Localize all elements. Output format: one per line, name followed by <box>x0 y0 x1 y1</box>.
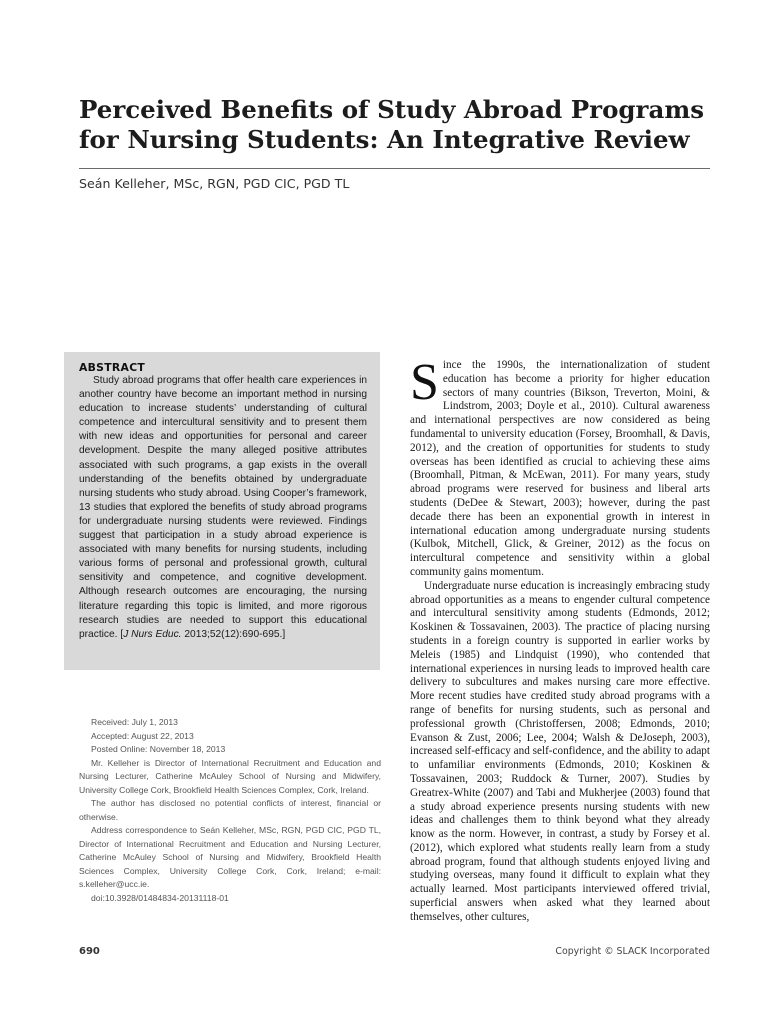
drop-cap: S <box>410 354 439 411</box>
copyright-notice: Copyright © SLACK Incorporated <box>555 946 710 957</box>
received-date: Received: July 1, 2013 <box>91 717 178 727</box>
author-line: Seán Kelleher, MSc, RGN, PGD CIC, PGD TL <box>79 176 350 191</box>
correspondence-address: Address correspondence to Seán Kelleher, MSc, RGN, PGD CIC, PGD TL, Director of International Recruitment and Education and Nursing Lecturer, Catherine McAuley School of Nursing and Midwifery, Brookfield Health Sciences Complex, University College Cork, Cork, Ireland; e-mail: s.kelleher@ucc.ie. <box>79 825 381 889</box>
page-number: 690 <box>79 946 100 957</box>
abstract-text <box>79 374 367 642</box>
citation-details: 2013;52(12):690-695.] <box>181 628 286 640</box>
doi: doi:10.3928/01484834-20131118-01 <box>91 892 229 903</box>
abstract-heading: ABSTRACT <box>79 361 146 374</box>
article-metadata <box>79 716 381 905</box>
citation-open: [ <box>120 628 124 640</box>
title-divider <box>79 168 710 169</box>
abstract-body: Study abroad programs that offer health care experiences in another country have become an important method in nursing education to increase students’ understanding of cultural competence and intercultural sensitivity and to present them with new ideas and opportunities for personal and career development. Despite the many alleged positive attributes associated with such programs, a gap exists in the overall understanding of the benefits obtained by undergraduate nursing students who study abroad. Using Cooper’s framework, 13 studies that explored the benefits of study abroad programs for undergraduate nursing students were reviewed. Findings suggest that participation in a study abroad experience is associated with many benefits for nursing students, including various forms of personal and professional growth, cultural sensitivity and competence, and cognitive development. Although research outcomes are encouraging, the nursing literature regarding this topic is limited, and more rigorous research studies are needed to support this educational practice. <box>79 375 367 640</box>
body-paragraph-1 <box>410 354 710 580</box>
author-bio: Mr. Kelleher is Director of International Recruitment and Education and Nursing Lecturer, Catherine McAuley School of Nursing and Midwifery, University College Cork, Brookfield Health Sciences Complex, Cork, Ireland. <box>79 757 381 795</box>
accepted-date: Accepted: August 22, 2013 <box>91 730 194 741</box>
body-paragraph-2: Undergraduate nurse education is increasingly embracing study abroad opportunities as a means to engender cultural competence and intercultural sensitivity among students (Edmonds, 2012; Koskinen & Tossavainen, 2003). The practice of placing nursing students in a foreign country is supported in earlier works by Meleis (1985) and Lindquist (1990), who contended that international experiences in nursing leads to improved health care delivery to subcultures and makes nursing care more effective. More recent studies have credited study abroad programs with a range of benefits for nursing students, such as personal and professional growth (Christoffersen, 2008; Edmonds, 2010; Evanson & Zust, 2006; Lee, 2004; Walsh & DeJoseph, 2003), increased self-efficacy and self-confidence, and the ability to adapt to unfamiliar environments (Edmonds, 2010; Koskinen & Tossavainen, 2003; Ruddock & Turner, 2007). Studies by Greatrex-White (2007) and Tabi and Mukherjee (2003) found that a study abroad experience presents nursing students with new ideas and challenges them to think beyond what they already know as the norm. However, in contrast, a study by Forsey et al. (2012), which explored what students really learn from a study abroad program, found that although students enjoyed living and studying overseas, many found it difficult to explain what they actually learned. Most participants interviewed offered trivial, superficial answers when asked what they learned about themselves, other cultures, <box>410 579 710 923</box>
body-column <box>410 354 710 925</box>
article-title: Perceived Benefits of Study Abroad Programs for Nursing Students: An Integrative Review <box>79 95 705 154</box>
body-paragraph-1-text: ince the 1990s, the internationalization of student education has become a priority for higher education sectors of many countries (Bikson, Treverton, Moini, & Lindstrom, 2003; Doyle et al., 2010). Cultural awareness and international perspectives are now considered as being fundamental to university education (Forsey, Broomhall, & Davis, 2012), and the creation of opportunities for students to study overseas has been identified as crucial to achieving these aims (Broomhall, Pitman, & McEwan, 2011). For many years, study abroad programs were reserved for business and liberal arts students (DeDee & Stewart, 2003); however, during the past decade there has been an exponential growth in interest in international education among undergraduate nursing students (Kulbok, Mitchell, Glick, & Greiner, 2012) as the focus on intercultural competence and sensitivity within a global community gains momentum. <box>410 359 710 578</box>
disclosure-statement: The author has disclosed no potential conflicts of interest, financial or otherwise. <box>79 798 381 822</box>
posted-date: Posted Online: November 18, 2013 <box>91 744 226 754</box>
citation-journal: J Nurs Educ. <box>123 628 182 640</box>
